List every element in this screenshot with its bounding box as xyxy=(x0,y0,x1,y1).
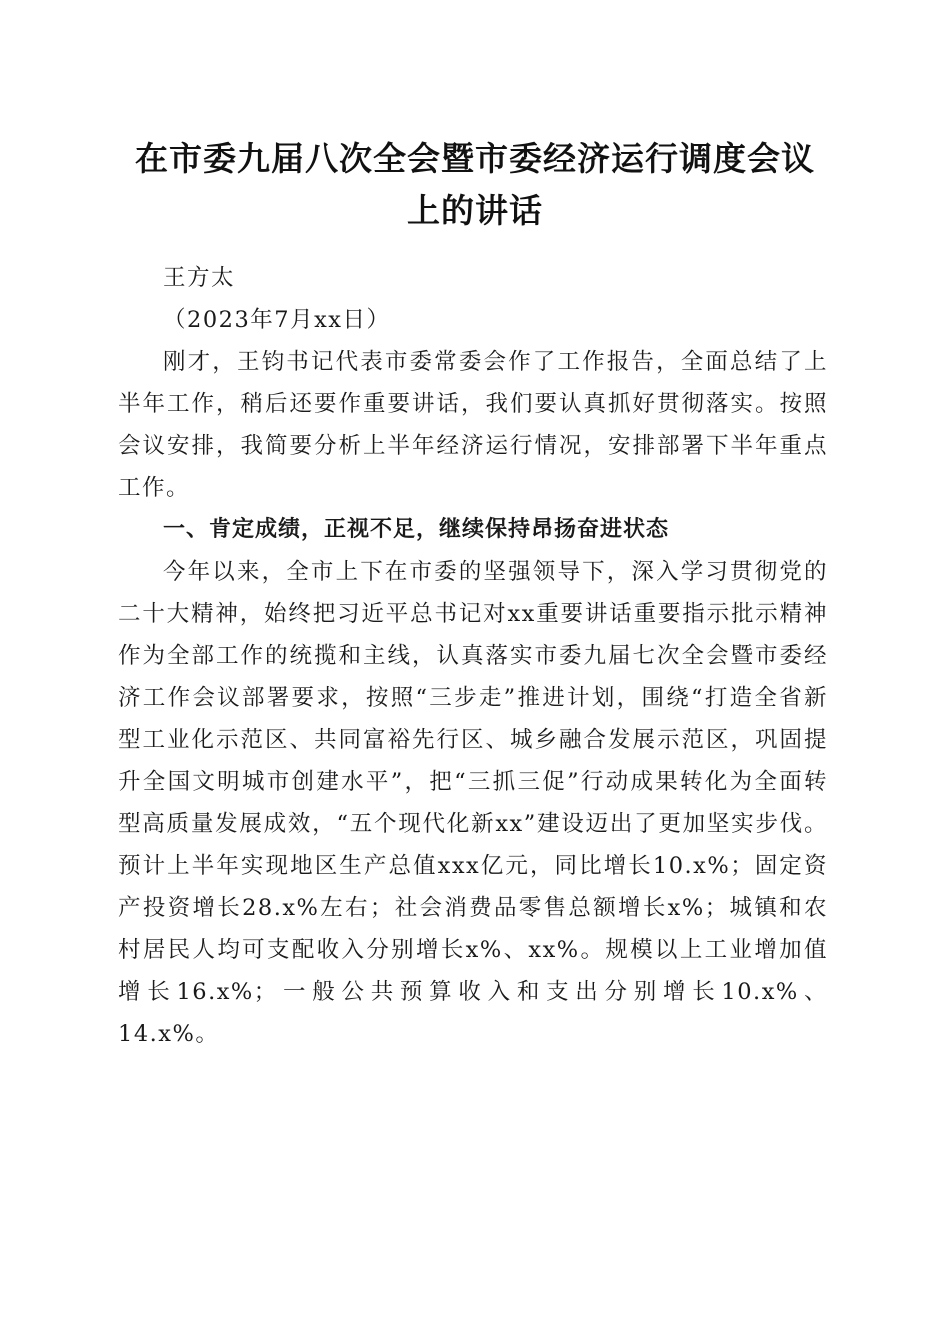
section-heading: 一、肯定成绩，正视不足，继续保持昂扬奋进状态 xyxy=(163,517,670,542)
title-line-1: 在市委九届八次全会暨市委经济运行调度会议 xyxy=(135,139,815,178)
speech-date: （2023年7月xx日） xyxy=(163,307,391,333)
document-title xyxy=(100,133,850,237)
intro-paragraph: 刚才，王钧书记代表市委常委会作了工作报告，全面总结了上半年工作，稍后还要作重要讲话，我们要认真抓好贯彻落实。按照会议安排，我简要分析上半年经济运行情况，安排部署下半年重点工作。 xyxy=(118,349,828,501)
document-body xyxy=(118,257,828,1055)
title-line-2: 上的讲话 xyxy=(407,191,543,230)
section-paragraph: 今年以来，全市上下在市委的坚强领导下，深入学习贯彻党的二十大精神，始终把习近平总书记对xx重要讲话重要指示批示精神作为全部工作的统揽和主线，认真落实市委九届七次全会暨市委经济工作会议部署要求，按照“三步走”推进计划，围绕“打造全省新型工业化示范区、共同富裕先行区、城乡融合发展示范区，巩固提升全国文明城市创建水平”，把“三抓三促”行动成果转化为全面转型高质量发展成效，“五个现代化新xx”建设迈出了更加坚实步伐。预计上半年实现地区生产总值xxx亿元，同比增长10.x%；固定资产投资增长28.x%左右；社会消费品零售总额增长x%；城镇和农村居民人均可支配收入分别增长x%、xx%。规模以上工业增加值增长16.x%；一般公共预算收入和支出分别增长10.x%、14.x%。 xyxy=(118,559,828,1047)
author-name: 王方太 xyxy=(163,265,236,291)
